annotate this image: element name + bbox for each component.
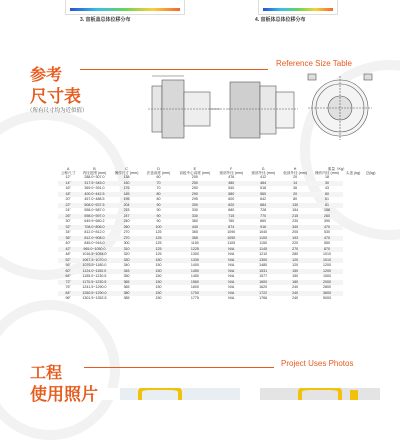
table-cell: 476 <box>228 175 235 180</box>
table-cell: 36" <box>58 236 78 242</box>
reference-title-line1: 参考 <box>30 65 63 84</box>
table-cell: 20 <box>293 175 298 180</box>
table-cell: 250 <box>191 186 198 191</box>
table-cell: 240 <box>292 285 299 290</box>
table-cell: 270 <box>123 230 130 235</box>
table-cell: 125 <box>155 252 162 257</box>
table-cell: 56" <box>65 263 71 268</box>
table-cell: 90 <box>143 214 175 220</box>
table-cell: 464 <box>247 181 279 187</box>
table-cell: 154 <box>292 208 299 213</box>
table-cell: 24" <box>65 208 71 213</box>
project-photo <box>120 388 240 400</box>
table-cell: 1577 <box>259 274 268 279</box>
table-cell: 60 <box>156 175 161 180</box>
table-cell: 365 <box>123 285 130 290</box>
table-cell: 1500 <box>323 274 331 279</box>
table-cell: 220 <box>292 241 299 246</box>
table-cell: N/A <box>215 269 247 275</box>
table-cell: 80 <box>156 197 161 202</box>
reference-note: （所有尺寸均为近似值） <box>27 108 88 114</box>
table-cell: 760 <box>228 219 235 224</box>
table-cell: 340 <box>279 225 311 231</box>
table-cell: 300 <box>123 241 130 246</box>
table-cell: 728 <box>260 208 267 213</box>
table-cell: 40" <box>65 241 71 246</box>
table-cell: 530 <box>324 230 330 235</box>
column-header: 头盖 (kg) <box>345 171 361 176</box>
table-cell: 365 <box>191 230 198 235</box>
column-header: 公称尺寸 <box>60 171 76 176</box>
table-cell: 125 <box>155 241 162 246</box>
table-cell: 80 <box>143 192 175 198</box>
table-cell: 3600 <box>311 291 343 297</box>
table-cell: N/A <box>228 252 235 257</box>
table-cell: 1450 <box>174 269 215 275</box>
table-cell: 150 <box>155 285 162 290</box>
table-cell: 345 <box>111 269 143 275</box>
table-cell: 1010 <box>323 252 331 257</box>
table-cell: 42" <box>58 247 78 253</box>
table-cell: 2000 <box>311 280 343 286</box>
table-cell: 270 <box>111 236 143 242</box>
table-cell: 1300 <box>247 258 279 264</box>
table-cell: 1225 <box>174 247 215 253</box>
table-cell: 400.0~442.5 <box>78 192 110 198</box>
table-cell: 52" <box>58 258 78 264</box>
table-cell: 1170.5~1230.5 <box>78 280 110 286</box>
table-cell: 365 <box>111 280 143 286</box>
table-cell: 138 <box>123 175 130 180</box>
table-row <box>58 296 378 302</box>
table-cell: 1124.0~1150.0 <box>78 269 110 275</box>
table-cell: 240 <box>292 296 299 301</box>
table-cell: 270 <box>279 247 311 253</box>
table-cell: 16" <box>65 186 71 191</box>
table-cell: 598.0~597.0 <box>78 214 110 220</box>
column-header: 低部外径 (mm) <box>283 171 307 176</box>
table-cell: 1067.5~1070.0 <box>78 258 110 264</box>
body-displacement-image <box>258 0 338 15</box>
table-cell: 5000 <box>323 296 331 301</box>
size-table <box>58 167 378 302</box>
table-cell: 240 <box>279 291 311 297</box>
table-cell: 330 <box>174 214 215 220</box>
table-cell: 1155.0~1230.5 <box>82 274 107 279</box>
table-cell: 508.0~537.5 <box>78 203 110 209</box>
table-cell: 870 <box>311 247 343 253</box>
table-cell: 1722 <box>247 291 279 297</box>
table-cell: 365 <box>174 236 215 242</box>
table-cell: N/A <box>228 274 235 279</box>
table-cell: 1145 <box>247 247 279 253</box>
table-cell: 215 <box>279 214 311 220</box>
table-cell: 845.0~918.0 <box>84 241 105 246</box>
technical-drawings <box>148 72 388 144</box>
table-cell: 470 <box>311 236 343 242</box>
table-cell: 290 <box>174 192 215 198</box>
table-cell: 150 <box>143 258 175 264</box>
section-view-drawing <box>228 82 298 138</box>
size-table-body <box>58 175 378 302</box>
table-cell: 130 <box>279 203 311 209</box>
column-letter: G <box>261 167 265 171</box>
table-cell: 715 <box>215 214 247 220</box>
table-cell: 250 <box>174 181 215 187</box>
table-cell: 1400 <box>190 263 199 268</box>
table-cell: 1766 <box>259 296 268 301</box>
table-cell: 560 <box>247 192 279 198</box>
table-cell: 150 <box>155 263 162 268</box>
table-cell: 1600 <box>247 280 279 286</box>
table-cell: 340 <box>123 263 130 268</box>
weight-header: 重量（Kg） <box>327 167 347 171</box>
table-cell: 1700 <box>174 291 215 297</box>
table-cell: 1450 <box>190 274 199 279</box>
table-cell: 230 <box>292 219 299 224</box>
table-cell: 317.5~345.0 <box>78 181 110 187</box>
table-cell: 1480 <box>259 263 268 268</box>
table-cell: 1330 <box>174 258 215 264</box>
table-cell: 470 <box>311 225 343 231</box>
table-cell: 558.0~587.0 <box>84 208 105 213</box>
table-cell: 1100 <box>247 236 279 242</box>
table-cell: 330 <box>111 258 143 264</box>
table-cell: 80 <box>293 197 298 202</box>
table-cell: 158 <box>324 208 330 213</box>
table-cell: 14 <box>279 181 311 187</box>
front-view-drawing <box>308 74 372 140</box>
table-cell: 680 <box>228 208 235 213</box>
table-cell: 580 <box>215 192 247 198</box>
column-header: 操作尺寸 (mm) <box>114 171 139 176</box>
table-cell: 1090 <box>227 230 236 235</box>
table-cell: 1301.5~1352.5 <box>82 296 107 301</box>
table-cell: 550 <box>324 241 330 246</box>
table-cell: 770 <box>247 214 279 220</box>
table-cell: 518 <box>260 186 267 191</box>
table-cell: 385 <box>123 296 130 301</box>
table-cell: 22" <box>58 203 78 209</box>
table-cell: 18 <box>325 175 329 180</box>
table-cell: 1040 <box>259 230 268 235</box>
table-cell: 649.9~650.2 <box>84 219 105 224</box>
table-cell: 120 <box>292 263 299 268</box>
table-cell: 12" <box>65 175 71 180</box>
column-header: 总(kg) <box>365 171 376 176</box>
table-cell: 150 <box>143 291 175 297</box>
column-letter: E <box>193 167 197 171</box>
project-photo <box>260 388 380 400</box>
table-cell: 1150 <box>191 241 199 246</box>
table-cell: 860 <box>260 219 267 224</box>
cover-displacement-image <box>65 0 185 15</box>
table-cell: 1200 <box>311 269 343 275</box>
table-cell: 642 <box>260 197 267 202</box>
table-cell: 60 <box>311 192 343 198</box>
table-cell: 125 <box>143 236 175 242</box>
table-cell: 84" <box>58 291 78 297</box>
reference-rule <box>80 69 268 70</box>
table-cell: 480 <box>215 181 247 187</box>
column-header: 法盖高度 (mm) <box>146 171 171 176</box>
table-cell: 36 <box>293 186 298 191</box>
table-cell: 150 <box>155 274 162 279</box>
table-cell: 125 <box>155 230 162 235</box>
table-cell: 1200 <box>323 263 331 268</box>
project-title-line2: 使用照片 <box>30 385 98 405</box>
column-header: 盲板中心高度 (mm) <box>179 171 211 176</box>
table-cell: N/A <box>215 280 247 286</box>
cover-displacement-caption: 3. 盲板盖总体位移分布 <box>80 17 131 23</box>
table-cell: 708.0~806.0 <box>78 225 110 231</box>
table-cell: 205 <box>292 230 299 235</box>
table-cell: 70 <box>143 181 175 187</box>
table-cell: N/A <box>215 291 247 297</box>
body-displacement-caption: 4. 盲板体总体位移分布 <box>255 17 306 23</box>
table-cell: 150 <box>155 296 162 301</box>
table-cell: 916 <box>247 225 279 231</box>
table-cell: N/A <box>228 285 235 290</box>
table-cell: 64" <box>65 274 71 279</box>
table-cell: 1775 <box>190 296 199 301</box>
table-cell: 320 <box>123 252 130 257</box>
table-cell: 150 <box>143 269 175 275</box>
table-cell: 457.0~488.5 <box>84 197 105 202</box>
table-cell: 1105 <box>227 241 236 246</box>
table-cell: N/A <box>215 247 247 253</box>
table-cell: 30" <box>65 219 71 224</box>
table-cell: 176 <box>123 186 130 191</box>
table-cell: 1600 <box>190 285 199 290</box>
column-header: 颈部外径 (mm) <box>251 171 276 176</box>
simulation-strip <box>0 0 400 36</box>
table-cell: 90 <box>156 219 161 224</box>
table-cell: 965.0~1050.0 <box>78 247 110 253</box>
table-cell: 300 <box>174 203 215 209</box>
table-cell: 150 <box>279 269 311 275</box>
table-cell: 100 <box>143 225 175 231</box>
table-cell: 34" <box>65 230 71 235</box>
column-letter: F <box>230 167 233 171</box>
table-cell: 360 <box>191 219 198 224</box>
column-letter: D <box>157 167 160 171</box>
table-cell: 380 <box>111 291 143 297</box>
column-header: 操作内径 (mm) <box>315 171 339 176</box>
table-cell: 61 <box>325 197 329 202</box>
column-header: 颈部外径 (mm) <box>219 171 244 176</box>
column-letter: H <box>293 167 297 171</box>
table-cell: 260 <box>311 214 343 220</box>
table-cell: 412 <box>260 175 267 180</box>
project-title-en: Project Uses Photos <box>281 359 354 368</box>
table-cell: 247 <box>111 214 143 220</box>
table-cell: 18" <box>58 192 78 198</box>
table-cell: 1300 <box>190 252 199 257</box>
table-cell: 288.0~307.0 <box>84 175 105 180</box>
table-cell: 812.0~812.0 <box>84 230 105 235</box>
table-cell: 369.0~391.0 <box>84 186 105 191</box>
table-cell: 295 <box>191 197 198 202</box>
table-cell: 1210 <box>259 252 268 257</box>
table-cell: 1090 <box>215 236 247 242</box>
table-cell: 60" <box>58 269 78 275</box>
table-cell: 1560 <box>174 280 215 286</box>
table-cell: 1620 <box>259 285 268 290</box>
table-cell: N/A <box>228 296 235 301</box>
table-cell: 76" <box>65 285 71 290</box>
table-cell: 440 <box>174 225 215 231</box>
table-cell: 125 <box>143 247 175 253</box>
table-cell: 90 <box>143 203 175 209</box>
table-cell: 1531 <box>247 269 279 275</box>
table-cell: 32" <box>58 225 78 231</box>
table-cell: 70 <box>156 186 161 191</box>
table-cell: 26" <box>58 214 78 220</box>
table-cell: 390 <box>324 219 330 224</box>
table-cell: 150 <box>292 274 299 279</box>
table-cell: 1010 <box>311 258 343 264</box>
table-cell: 48" <box>65 252 71 257</box>
table-cell: 310 <box>111 247 143 253</box>
table-cell: 96" <box>65 296 71 301</box>
table-cell: 20" <box>65 197 71 202</box>
table-cell: 330 <box>191 208 198 213</box>
table-cell: 185 <box>111 192 143 198</box>
table-cell: 195 <box>123 197 130 202</box>
table-cell: 193 <box>279 236 311 242</box>
table-cell: 812.0~908.0 <box>78 236 110 242</box>
table-cell: 1241.5~1290.0 <box>82 285 107 290</box>
table-cell: 1076.5~1180.0 <box>82 263 107 268</box>
table-cell: 14" <box>58 181 78 187</box>
table-cell: N/A <box>215 258 247 264</box>
table-cell: 30 <box>311 181 343 187</box>
table-cell: 215 <box>123 208 130 213</box>
table-cell: 204 <box>111 203 143 209</box>
table-cell: 1260.5~1290.0 <box>78 291 110 297</box>
column-header: 内径范围 (mm) <box>82 171 107 176</box>
table-cell: 1150 <box>259 241 268 246</box>
table-cell: 90 <box>156 208 161 213</box>
table-cell: N/A <box>228 263 235 268</box>
table-cell: 2800 <box>323 285 331 290</box>
project-title-line1: 工程 <box>30 363 63 382</box>
reference-title-line2: 尺寸表 <box>30 87 81 107</box>
table-cell: 43 <box>325 186 329 191</box>
project-photos <box>100 388 400 400</box>
table-cell: 684 <box>247 203 279 209</box>
table-cell: 350 <box>123 274 130 279</box>
table-cell: 1016.5~1054.0 <box>82 252 107 257</box>
table-cell: 160 <box>111 181 143 187</box>
table-cell: 200 <box>191 175 198 180</box>
table-cell: 874 <box>215 225 247 231</box>
table-cell: 620 <box>215 203 247 209</box>
table-cell: 81 <box>311 203 343 209</box>
column-letter: C <box>125 167 128 171</box>
table-cell: 180 <box>279 280 311 286</box>
column-letter: A <box>66 167 70 171</box>
table-cell: 280 <box>292 252 299 257</box>
column-letter: B <box>93 167 96 171</box>
table-cell: 20 <box>279 192 311 198</box>
table-cell: 260 <box>111 225 143 231</box>
project-rule <box>84 367 274 368</box>
table-cell: 150 <box>143 280 175 286</box>
table-cell: 540 <box>228 186 235 191</box>
side-view-drawing <box>148 76 228 138</box>
table-cell: 240 <box>123 219 130 224</box>
table-cell: 600 <box>228 197 235 202</box>
table-cell: 120 <box>279 258 311 264</box>
reference-title-en: Reference Size Table <box>276 59 352 68</box>
table-cell: 72" <box>58 280 78 286</box>
